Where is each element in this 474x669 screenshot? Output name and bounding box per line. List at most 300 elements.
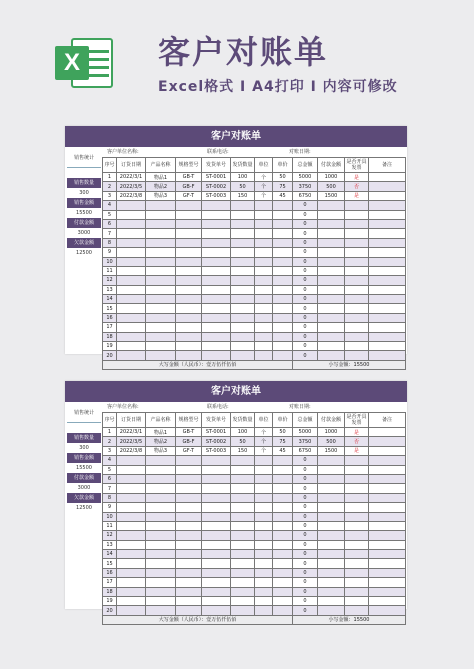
table-cell[interactable] [117,257,146,266]
table-cell[interactable]: 0 [293,531,318,540]
table-cell[interactable] [146,295,176,304]
table-cell[interactable]: 50 [231,437,255,446]
table-cell[interactable] [273,568,293,577]
table-cell[interactable] [369,428,406,437]
table-cell[interactable] [318,295,345,304]
table-cell[interactable] [345,568,369,577]
table-cell[interactable] [176,201,202,210]
table-cell[interactable] [146,210,176,219]
table-cell[interactable]: 10 [103,257,117,266]
table-cell[interactable] [146,484,176,493]
table-cell[interactable]: 6750 [293,191,318,200]
table-cell[interactable] [117,568,146,577]
table-cell[interactable] [176,597,202,606]
table-cell[interactable] [146,578,176,587]
table-cell[interactable] [176,266,202,275]
table-cell[interactable] [117,521,146,530]
table-cell[interactable]: 0 [293,521,318,530]
table-cell[interactable]: 否 [345,182,369,191]
table-cell[interactable] [273,521,293,530]
table-cell[interactable] [255,503,273,512]
table-cell[interactable] [231,238,255,247]
table-cell[interactable] [202,493,231,502]
table-cell[interactable] [117,313,146,322]
table-cell[interactable] [345,285,369,294]
table-cell[interactable] [231,578,255,587]
table-cell[interactable] [345,257,369,266]
table-cell[interactable]: 个 [255,173,273,182]
table-cell[interactable]: 14 [103,550,117,559]
table-cell[interactable] [369,503,406,512]
table-cell[interactable] [146,465,176,474]
table-cell[interactable] [255,531,273,540]
table-cell[interactable] [345,540,369,549]
table-cell[interactable] [176,257,202,266]
table-cell[interactable] [202,229,231,238]
table-cell[interactable] [117,493,146,502]
table-cell[interactable] [255,304,273,313]
table-cell[interactable] [273,578,293,587]
table-cell[interactable] [202,351,231,360]
table-cell[interactable] [117,248,146,257]
table-cell[interactable] [202,304,231,313]
table-cell[interactable]: 个 [255,437,273,446]
table-cell[interactable] [318,493,345,502]
table-cell[interactable]: 0 [293,474,318,483]
table-cell[interactable] [176,285,202,294]
table-cell[interactable] [176,313,202,322]
table-cell[interactable] [318,465,345,474]
table-cell[interactable] [369,512,406,521]
table-cell[interactable]: GF-T [176,446,202,455]
table-cell[interactable] [255,323,273,332]
table-cell[interactable] [176,531,202,540]
table-cell[interactable] [255,342,273,351]
table-cell[interactable] [202,456,231,465]
table-cell[interactable]: 物品1 [146,428,176,437]
table-cell[interactable]: 个 [255,446,273,455]
table-cell[interactable] [273,540,293,549]
table-cell[interactable] [202,257,231,266]
table-cell[interactable] [117,484,146,493]
table-cell[interactable] [146,351,176,360]
table-cell[interactable] [231,587,255,596]
table-cell[interactable] [345,323,369,332]
table-cell[interactable] [146,587,176,596]
table-cell[interactable] [146,540,176,549]
table-cell[interactable] [255,606,273,615]
table-cell[interactable] [231,606,255,615]
table-cell[interactable] [318,550,345,559]
table-cell[interactable] [146,285,176,294]
table-cell[interactable] [146,606,176,615]
table-cell[interactable] [202,342,231,351]
table-cell[interactable] [202,313,231,322]
table-cell[interactable] [369,568,406,577]
table-cell[interactable] [318,578,345,587]
table-cell[interactable] [146,229,176,238]
table-cell[interactable] [255,257,273,266]
table-cell[interactable] [345,304,369,313]
table-cell[interactable]: 0 [293,512,318,521]
table-cell[interactable]: 0 [293,304,318,313]
table-cell[interactable] [273,248,293,257]
table-cell[interactable]: 0 [293,606,318,615]
table-cell[interactable] [176,606,202,615]
table-cell[interactable]: 17 [103,578,117,587]
table-cell[interactable] [345,587,369,596]
table-cell[interactable] [202,285,231,294]
table-cell[interactable] [176,238,202,247]
table-cell[interactable]: 45 [273,191,293,200]
table-cell[interactable] [369,437,406,446]
table-cell[interactable] [176,512,202,521]
table-cell[interactable] [318,503,345,512]
table-cell[interactable] [146,597,176,606]
table-cell[interactable] [117,266,146,275]
table-cell[interactable]: 是 [345,446,369,455]
table-cell[interactable] [202,540,231,549]
table-cell[interactable]: 500 [318,182,345,191]
table-cell[interactable] [318,238,345,247]
table-cell[interactable] [117,540,146,549]
table-cell[interactable]: 1 [103,428,117,437]
table-cell[interactable] [369,219,406,228]
table-cell[interactable] [176,587,202,596]
table-cell[interactable] [231,597,255,606]
table-cell[interactable] [345,219,369,228]
table-cell[interactable] [369,493,406,502]
table-cell[interactable] [117,474,146,483]
table-cell[interactable] [345,474,369,483]
table-cell[interactable]: 6 [103,219,117,228]
table-cell[interactable] [146,568,176,577]
table-cell[interactable] [117,465,146,474]
table-cell[interactable] [318,587,345,596]
table-cell[interactable]: 3750 [293,182,318,191]
table-cell[interactable] [369,210,406,219]
table-cell[interactable] [369,229,406,238]
table-cell[interactable]: 0 [293,342,318,351]
table-cell[interactable] [345,229,369,238]
table-cell[interactable] [273,597,293,606]
table-cell[interactable] [369,201,406,210]
table-cell[interactable] [273,484,293,493]
table-cell[interactable] [369,257,406,266]
table-cell[interactable] [318,342,345,351]
table-cell[interactable] [345,465,369,474]
table-cell[interactable] [369,484,406,493]
table-cell[interactable] [273,342,293,351]
table-cell[interactable]: 19 [103,342,117,351]
table-cell[interactable]: 18 [103,587,117,596]
table-cell[interactable] [231,313,255,322]
table-cell[interactable] [231,531,255,540]
table-cell[interactable] [255,456,273,465]
table-cell[interactable] [345,559,369,568]
table-cell[interactable] [231,456,255,465]
table-cell[interactable] [369,238,406,247]
table-cell[interactable]: 12 [103,276,117,285]
table-cell[interactable] [231,229,255,238]
table-cell[interactable] [345,484,369,493]
table-cell[interactable]: 0 [293,587,318,596]
table-cell[interactable] [255,493,273,502]
table-cell[interactable]: 是 [345,173,369,182]
table-cell[interactable] [255,521,273,530]
table-cell[interactable]: 0 [293,323,318,332]
table-cell[interactable] [176,465,202,474]
table-cell[interactable]: 0 [293,550,318,559]
table-cell[interactable]: 2 [103,182,117,191]
table-cell[interactable] [255,484,273,493]
table-cell[interactable]: 个 [255,428,273,437]
table-cell[interactable]: 9 [103,503,117,512]
table-cell[interactable] [318,285,345,294]
table-cell[interactable]: 0 [293,313,318,322]
table-cell[interactable]: ST-0003 [202,446,231,455]
table-cell[interactable] [369,531,406,540]
table-cell[interactable] [318,540,345,549]
table-cell[interactable]: 否 [345,437,369,446]
table-cell[interactable] [255,229,273,238]
table-cell[interactable] [273,474,293,483]
table-cell[interactable] [146,248,176,257]
table-cell[interactable] [231,503,255,512]
table-cell[interactable]: 3750 [293,437,318,446]
table-cell[interactable] [255,332,273,341]
table-cell[interactable]: 3 [103,446,117,455]
table-cell[interactable] [176,540,202,549]
table-cell[interactable] [273,606,293,615]
table-cell[interactable] [255,248,273,257]
table-cell[interactable] [369,606,406,615]
table-cell[interactable] [318,606,345,615]
table-cell[interactable] [202,503,231,512]
table-cell[interactable] [176,456,202,465]
table-cell[interactable] [231,540,255,549]
table-cell[interactable] [202,606,231,615]
table-cell[interactable]: 物品3 [146,191,176,200]
table-cell[interactable] [117,295,146,304]
table-cell[interactable] [231,559,255,568]
table-cell[interactable] [202,597,231,606]
table-cell[interactable] [255,219,273,228]
table-cell[interactable] [202,587,231,596]
table-cell[interactable] [255,276,273,285]
table-cell[interactable] [318,531,345,540]
table-cell[interactable]: GB-T [176,173,202,182]
table-cell[interactable] [117,210,146,219]
table-cell[interactable] [117,201,146,210]
table-cell[interactable]: 0 [293,597,318,606]
table-cell[interactable] [117,606,146,615]
table-cell[interactable] [146,266,176,275]
table-cell[interactable]: 2022/3/8 [117,446,146,455]
table-cell[interactable] [318,276,345,285]
table-cell[interactable] [318,248,345,257]
table-cell[interactable] [231,474,255,483]
table-cell[interactable]: 4 [103,456,117,465]
table-cell[interactable] [318,512,345,521]
table-cell[interactable] [146,304,176,313]
table-cell[interactable] [117,304,146,313]
table-cell[interactable] [202,512,231,521]
table-cell[interactable] [117,550,146,559]
table-cell[interactable] [231,295,255,304]
table-cell[interactable] [146,276,176,285]
table-cell[interactable]: 75 [273,182,293,191]
table-cell[interactable] [117,503,146,512]
table-cell[interactable] [345,351,369,360]
table-cell[interactable] [273,295,293,304]
table-cell[interactable] [231,512,255,521]
table-cell[interactable] [255,465,273,474]
table-cell[interactable] [202,578,231,587]
table-cell[interactable]: 7 [103,229,117,238]
table-cell[interactable] [273,285,293,294]
table-cell[interactable] [369,191,406,200]
table-cell[interactable] [345,342,369,351]
table-cell[interactable] [146,550,176,559]
table-cell[interactable]: 物品1 [146,173,176,182]
table-cell[interactable] [231,550,255,559]
table-cell[interactable]: 17 [103,323,117,332]
table-cell[interactable] [176,503,202,512]
table-cell[interactable] [273,550,293,559]
table-cell[interactable] [345,606,369,615]
table-cell[interactable] [369,465,406,474]
table-cell[interactable] [202,531,231,540]
table-cell[interactable] [345,201,369,210]
table-cell[interactable]: 0 [293,465,318,474]
table-cell[interactable]: 2 [103,437,117,446]
table-cell[interactable]: 0 [293,540,318,549]
table-cell[interactable] [255,210,273,219]
table-cell[interactable]: 100 [231,428,255,437]
table-cell[interactable]: 45 [273,446,293,455]
table-cell[interactable] [318,597,345,606]
table-cell[interactable] [202,474,231,483]
table-cell[interactable] [345,313,369,322]
table-cell[interactable]: 1 [103,173,117,182]
table-cell[interactable] [369,323,406,332]
table-cell[interactable] [273,512,293,521]
table-cell[interactable] [318,484,345,493]
table-cell[interactable] [318,559,345,568]
table-cell[interactable] [369,332,406,341]
table-cell[interactable] [369,446,406,455]
table-cell[interactable] [176,323,202,332]
table-cell[interactable] [273,559,293,568]
table-cell[interactable] [117,456,146,465]
table-cell[interactable]: 16 [103,313,117,322]
table-cell[interactable] [273,351,293,360]
table-cell[interactable] [231,219,255,228]
table-cell[interactable] [255,266,273,275]
table-cell[interactable] [318,568,345,577]
table-cell[interactable]: 0 [293,229,318,238]
table-cell[interactable] [146,456,176,465]
table-cell[interactable]: 是 [345,428,369,437]
table-cell[interactable] [345,503,369,512]
table-cell[interactable]: 12 [103,531,117,540]
table-cell[interactable]: 0 [293,248,318,257]
table-cell[interactable] [117,238,146,247]
table-cell[interactable]: 5 [103,465,117,474]
table-cell[interactable]: GB-F [176,182,202,191]
table-cell[interactable] [176,550,202,559]
table-cell[interactable] [231,257,255,266]
table-cell[interactable] [255,295,273,304]
table-cell[interactable] [146,342,176,351]
table-cell[interactable]: 19 [103,597,117,606]
table-cell[interactable] [231,285,255,294]
table-cell[interactable] [345,531,369,540]
table-cell[interactable]: 0 [293,484,318,493]
table-cell[interactable] [345,332,369,341]
table-cell[interactable] [202,465,231,474]
table-cell[interactable] [117,342,146,351]
table-cell[interactable] [273,219,293,228]
table-cell[interactable] [273,313,293,322]
table-cell[interactable]: GB-F [176,437,202,446]
table-cell[interactable] [369,578,406,587]
table-cell[interactable] [255,540,273,549]
table-cell[interactable]: 0 [293,210,318,219]
table-cell[interactable] [369,474,406,483]
table-cell[interactable] [273,276,293,285]
table-cell[interactable] [146,257,176,266]
table-cell[interactable]: 50 [273,428,293,437]
table-cell[interactable] [369,587,406,596]
table-cell[interactable] [345,550,369,559]
table-cell[interactable]: 0 [293,276,318,285]
table-cell[interactable]: 18 [103,332,117,341]
table-cell[interactable]: 5 [103,210,117,219]
table-cell[interactable] [202,559,231,568]
table-cell[interactable] [345,266,369,275]
table-cell[interactable] [176,229,202,238]
table-cell[interactable] [146,323,176,332]
table-cell[interactable] [202,238,231,247]
table-cell[interactable]: 10 [103,512,117,521]
table-cell[interactable] [176,342,202,351]
table-cell[interactable]: GF-T [176,191,202,200]
table-cell[interactable] [345,578,369,587]
table-cell[interactable] [202,248,231,257]
table-cell[interactable] [176,484,202,493]
table-cell[interactable]: 8 [103,238,117,247]
table-cell[interactable] [345,521,369,530]
table-cell[interactable] [255,550,273,559]
table-cell[interactable] [318,266,345,275]
table-cell[interactable] [117,597,146,606]
table-cell[interactable]: 1000 [318,173,345,182]
table-cell[interactable]: 2022/3/1 [117,173,146,182]
table-cell[interactable]: 13 [103,285,117,294]
table-cell[interactable]: 9 [103,248,117,257]
table-cell[interactable]: 2022/3/5 [117,437,146,446]
table-cell[interactable] [345,597,369,606]
table-cell[interactable] [146,493,176,502]
table-cell[interactable] [369,266,406,275]
table-cell[interactable] [117,578,146,587]
table-cell[interactable] [318,456,345,465]
table-cell[interactable] [146,521,176,530]
table-cell[interactable] [273,332,293,341]
table-cell[interactable]: 0 [293,503,318,512]
